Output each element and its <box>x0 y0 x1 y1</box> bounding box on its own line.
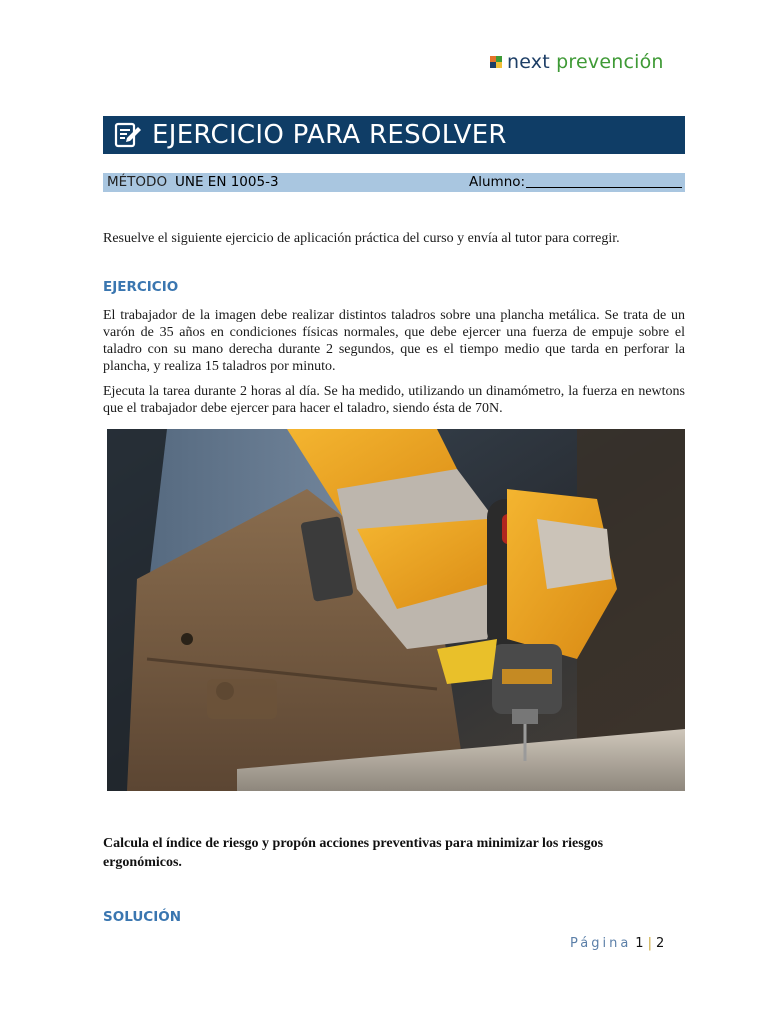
exercise-banner <box>103 116 685 154</box>
page-number <box>570 936 664 951</box>
exercise-paragraph-1: El trabajador de la imagen debe realizar distintos taladros sobre una plancha metálica. Se trata de un varón de 35 años en condiciones físicas normales, que debe ejercer una fuerza de empuje sobre el taladro con su mano derecha durante 2 segundos, que es el tiempo medio que tarda en perforar la plancha, y realiza 15 taladros por minuto. <box>103 308 685 374</box>
page-total: 2 <box>655 936 665 951</box>
logo-squares-icon <box>490 56 502 68</box>
worker-drilling-photo <box>107 429 685 791</box>
logo-word-prevencion: prevención <box>556 51 664 73</box>
page-label: Página <box>570 936 632 951</box>
exercise-paragraph-2: Ejecuta la tarea durante 2 horas al día. Se ha medido, utilizando un dinamómetro, la fuerza en newtons que el trabajador debe ejercer para hacer el taladro, siendo ésta de 70N. <box>103 384 685 416</box>
company-logo <box>490 51 664 73</box>
intro-text: Resuelve el siguiente ejercicio de aplicación práctica del curso y envía al tutor para corregir. <box>103 231 620 246</box>
solution-heading: SOLUCIÓN <box>103 909 181 925</box>
logo-text <box>507 51 664 73</box>
method-bar <box>103 173 685 192</box>
method-value: UNE EN 1005-3 <box>175 174 279 190</box>
page-current: 1 <box>635 936 644 951</box>
edit-document-icon <box>113 120 143 150</box>
logo-word-next: next <box>507 51 550 73</box>
method-label: MÉTODO <box>107 174 168 190</box>
student-label: Alumno: <box>469 174 526 190</box>
exercise-question: Calcula el índice de riesgo y propón acciones preventivas para minimizar los riesgos ergonómicos. <box>103 836 604 870</box>
student-name-line[interactable] <box>526 187 682 188</box>
page-separator: | <box>647 936 652 951</box>
banner-title: EJERCICIO PARA RESOLVER <box>152 120 507 150</box>
exercise-heading: EJERCICIO <box>103 279 179 295</box>
